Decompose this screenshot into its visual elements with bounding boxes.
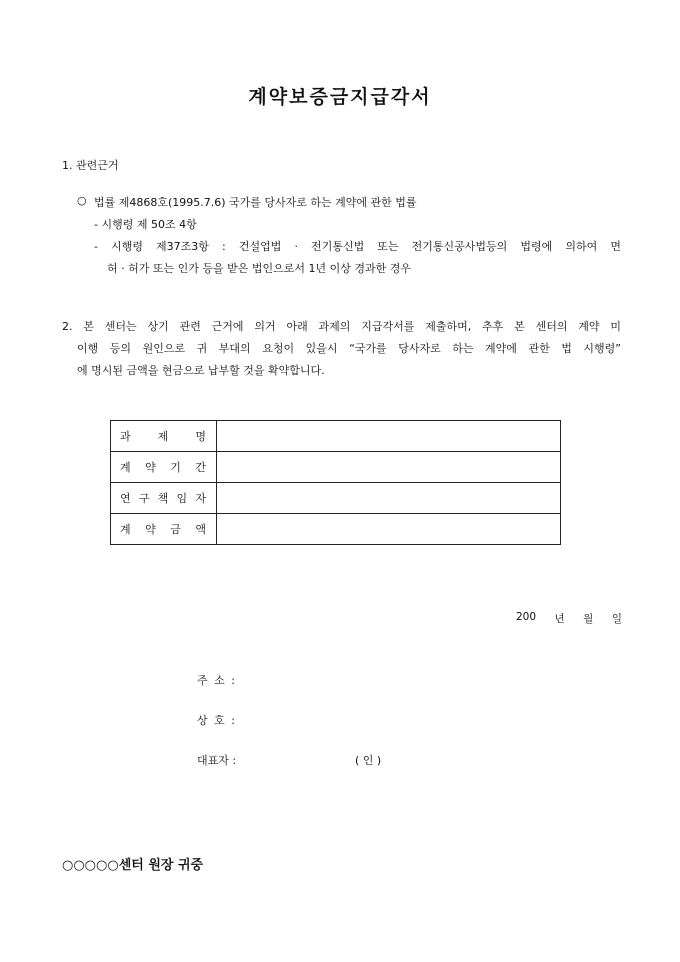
label-char: 책 [157,492,169,505]
label-char: 임 [176,492,188,505]
row-label [111,421,217,452]
document-title: 계약보증금지급각서 [248,86,432,108]
row-label [111,483,217,514]
section1-heading: 1. 관련근거 [62,159,119,172]
date-line [516,611,622,626]
bullet-mark: ○ [77,194,87,207]
table-row [111,514,561,545]
row-value [217,514,561,545]
label-char: 자 [195,492,206,505]
label-char: 간 [195,461,206,474]
row-label [111,452,217,483]
representative-label: 대표자 : [197,754,237,767]
table-row [111,421,561,452]
row-label-text [111,521,216,537]
table-row [111,452,561,483]
section2-line2: 이행 등의 원인으로 귀 부대의 요청이 있을시 “국가를 당사자로 하는 계약에 관한 법 시행령” [77,342,621,355]
date-year-unit: 년 [554,613,565,625]
address-label: 주 소 : [197,674,235,687]
row-label-text [111,459,216,475]
date-year: 200 [516,611,537,623]
label-char: 금 [170,523,181,536]
seal-mark: ( 인 ) [355,754,382,767]
company-label: 상 호 : [197,714,235,727]
label-char: 계 [120,523,131,536]
decree-item-2 [94,238,621,254]
label-char: 액 [195,523,206,536]
row-label [111,514,217,545]
law-reference: 법률 제4868호(1995.7.6) 국가를 당사자로 하는 계약에 관한 법률 [94,196,417,209]
label-char: 약 [145,523,156,536]
label-char: 구 [138,492,150,505]
table-row [111,483,561,514]
label-char: 약 [145,461,156,474]
row-value [217,421,561,452]
date-month-unit: 월 [583,613,594,625]
contract-info-table [110,420,561,545]
decree-item-2-line1: - 시행령 제37조3항 : 건설업법 · 전기통신법 또는 전기통신공사법등의 법령에 의하여 면 [94,240,621,253]
decree-item-1: - 시행령 제 50조 4항 [94,218,197,231]
date-day-unit: 일 [611,613,622,625]
row-label-text [111,428,216,444]
section2-line1: 2. 본 센터는 상기 관련 근거에 의거 아래 과제의 지급각서를 제출하며, 추후 본 센터의 계약 미 [62,320,621,333]
addressee: ○○○○○센터 원장 귀중 [62,858,204,873]
section2-line3: 에 명시된 금액을 현금으로 납부할 것을 확약합니다. [77,364,325,377]
row-value [217,452,561,483]
row-value [217,483,561,514]
label-char: 연 [120,492,131,505]
row-label-text [111,490,216,506]
label-char: 과 [120,430,131,443]
label-char: 명 [195,430,206,443]
decree-item-2-line2: 허 · 허가 또는 인가 등을 받은 법인으로서 1년 이상 경과한 경우 [107,262,411,275]
label-char: 계 [120,461,131,474]
label-char: 제 [157,430,169,443]
label-char: 기 [170,461,181,474]
